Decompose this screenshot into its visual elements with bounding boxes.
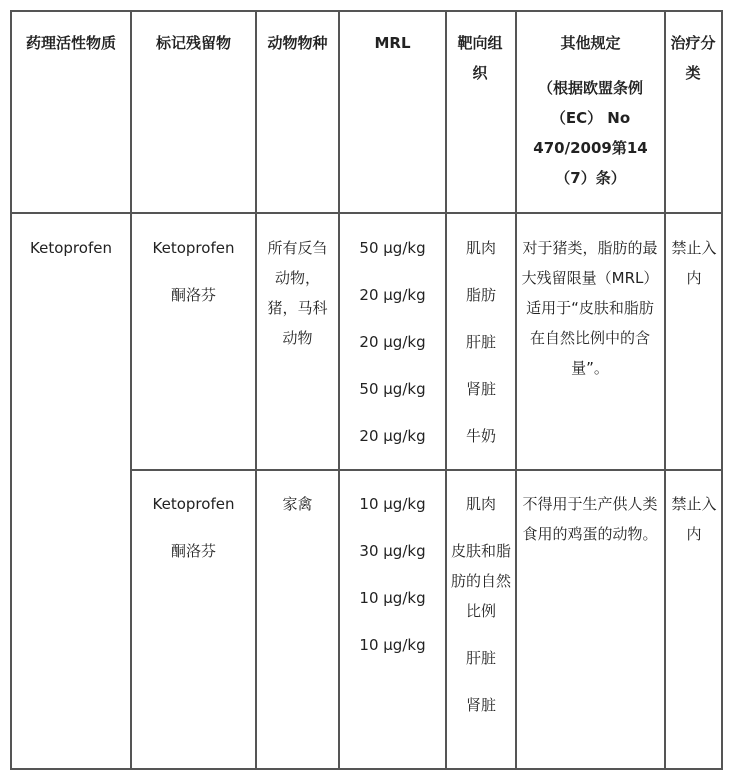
table-border-bottom bbox=[10, 768, 723, 770]
row1-mrl-list bbox=[340, 233, 445, 468]
header-class: 治疗分类 bbox=[670, 34, 716, 82]
tissue: 肌肉 bbox=[465, 239, 496, 257]
mrl-value: 10 μg/kg bbox=[359, 495, 426, 513]
header-other bbox=[517, 28, 664, 193]
row2-class: 禁止入内 bbox=[671, 495, 717, 543]
tissue: 肝脏 bbox=[465, 333, 496, 351]
header-divider bbox=[10, 212, 723, 214]
header-marker: 标记残留物 bbox=[155, 34, 231, 52]
row2-marker-cn: 酮洛芬 bbox=[170, 542, 216, 560]
row1-marker bbox=[132, 233, 255, 310]
col-line-2 bbox=[255, 10, 257, 770]
row1-tissue-list bbox=[447, 233, 515, 468]
row2-other: 不得用于生产供人类食用的鸡蛋的动物。 bbox=[522, 495, 658, 543]
tissue: 牛奶 bbox=[465, 427, 496, 445]
row2-tissue-list bbox=[451, 489, 511, 720]
row2-species: 家禽 bbox=[282, 495, 313, 513]
row1-other: 对于猪类，脂肪的最大残留限量（MRL）适用于“皮肤和脂肪在自然比例中的含量”。 bbox=[521, 239, 659, 377]
table-border-top bbox=[10, 10, 723, 12]
tissue: 肌肉 bbox=[465, 495, 496, 513]
row-divider bbox=[130, 469, 723, 471]
mrl-value: 20 μg/kg bbox=[359, 286, 426, 304]
header-target: 靶向组织 bbox=[457, 34, 503, 82]
row1-marker-cn: 酮洛芬 bbox=[170, 286, 216, 304]
row2-marker-en: Ketoprofen bbox=[152, 495, 235, 513]
col-line-0 bbox=[10, 10, 12, 770]
col-line-1 bbox=[130, 10, 132, 770]
row1-marker-en: Ketoprofen bbox=[152, 239, 235, 257]
tissue: 肾脏 bbox=[465, 696, 496, 714]
tissue: 肾脏 bbox=[465, 380, 496, 398]
col-line-6 bbox=[664, 10, 666, 770]
row2-mrl-list bbox=[340, 489, 445, 677]
col-line-7 bbox=[721, 10, 723, 770]
mrl-value: 30 μg/kg bbox=[359, 542, 426, 560]
header-other-note: （根据欧盟条例（EC） No 470/2009第14（7）条） bbox=[533, 79, 648, 187]
tissue: 皮肤和脂肪的自然比例 bbox=[451, 542, 512, 620]
header-substance: 药理活性物质 bbox=[25, 34, 116, 52]
header-other-title: 其他规定 bbox=[560, 34, 621, 52]
row2-marker bbox=[132, 489, 255, 566]
tissue: 脂肪 bbox=[465, 286, 496, 304]
row1-class: 禁止入内 bbox=[671, 239, 717, 287]
mrl-value: 20 μg/kg bbox=[359, 333, 426, 351]
mrl-value: 20 μg/kg bbox=[359, 427, 426, 445]
header-species: 动物物种 bbox=[267, 34, 328, 52]
mrl-value: 50 μg/kg bbox=[359, 239, 426, 257]
mrl-value: 10 μg/kg bbox=[359, 636, 426, 654]
mrl-value: 10 μg/kg bbox=[359, 589, 426, 607]
tissue: 肝脏 bbox=[465, 649, 496, 667]
header-mrl: MRL bbox=[374, 34, 411, 52]
mrl-value: 50 μg/kg bbox=[359, 380, 426, 398]
row1-species: 所有反刍动物，猪，马科动物 bbox=[267, 239, 328, 347]
substance-name: Ketoprofen bbox=[30, 239, 112, 257]
